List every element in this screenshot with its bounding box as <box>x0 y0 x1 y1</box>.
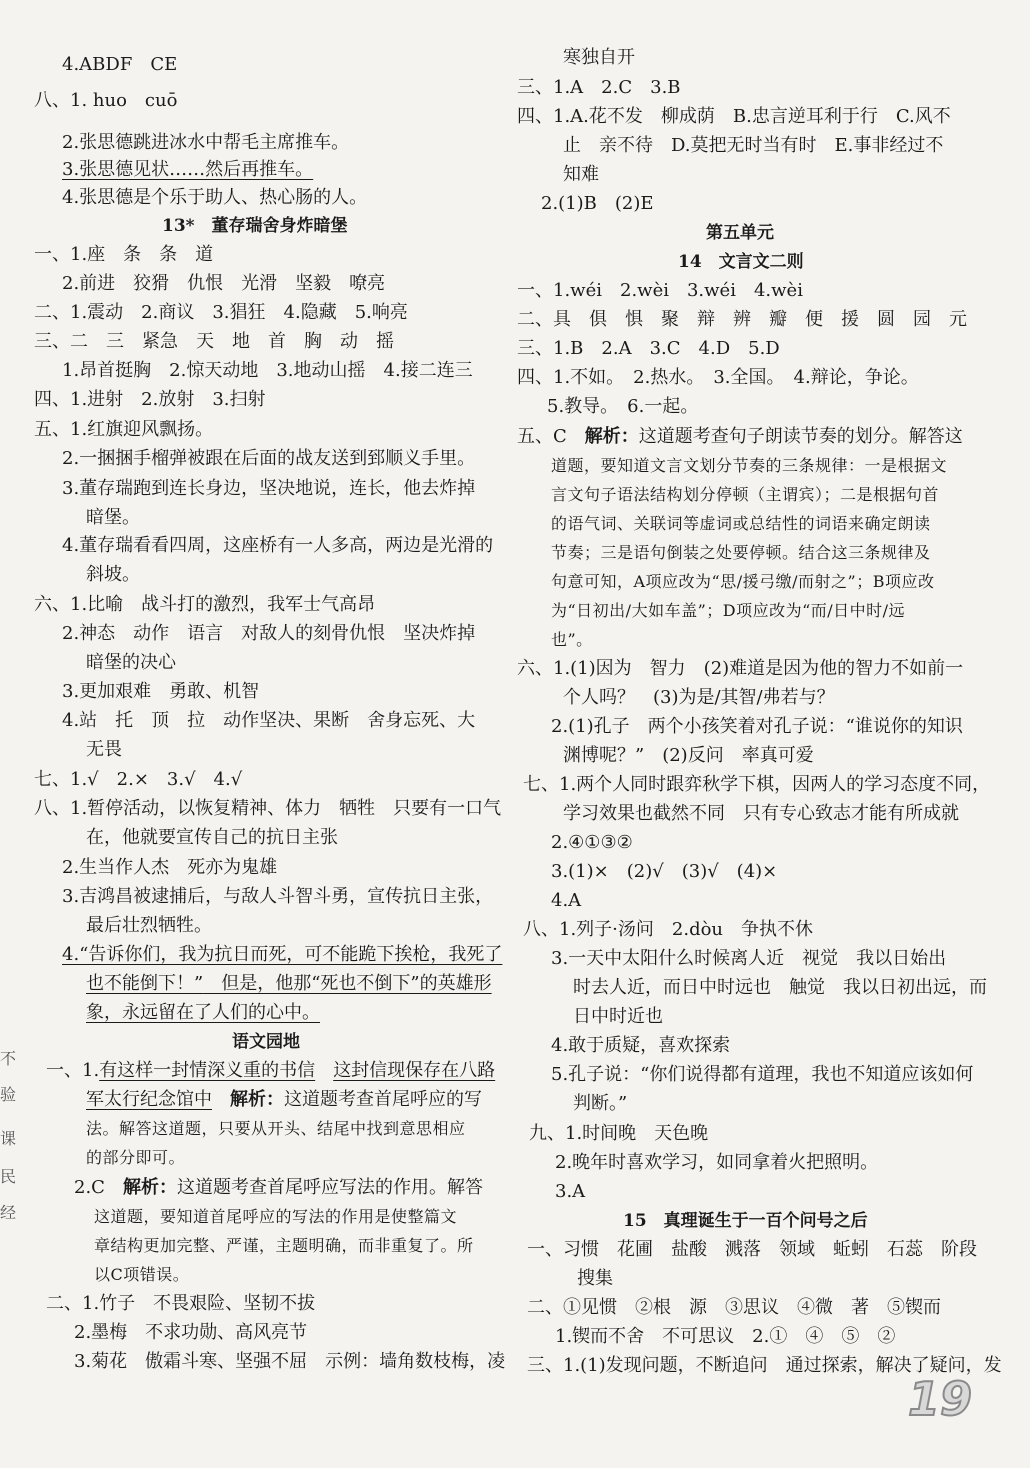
item-number: 2.C <box>74 1177 123 1198</box>
answer-line: 三、1.(1)发现问题，不断追问 通过探索，解决了疑问，发 <box>527 1355 1002 1376</box>
answer-line: 知难 <box>563 164 599 185</box>
analysis-line: 以C项错误。 <box>94 1265 190 1284</box>
answer-line: 3.一天中太阳什么时候离人近 视觉 我以日始出 <box>551 948 947 969</box>
underlined-text: 有这样一封情深义重的书信 <box>99 1060 316 1081</box>
answer-line <box>46 1058 495 1084</box>
edge-fragment: 经 <box>0 1203 17 1222</box>
answer-line: 最后壮烈牺牲。 <box>86 915 212 936</box>
answer-line: 止 亲不待 D.莫把无时当有时 E.事非经过不 <box>563 135 944 156</box>
answer-line: 4.张思德是个乐于助人、热心肠的人。 <box>62 187 368 208</box>
answer-line: 5.教导。 6.一起。 <box>547 396 699 417</box>
answer-line: 判断。” <box>573 1093 628 1114</box>
answer-line: 二、1.震动 2.商议 3.猖狂 4.隐藏 5.响亮 <box>34 302 408 323</box>
underlined-text: 这封信现保存在八路 <box>333 1060 496 1081</box>
answer-line: 4.A <box>551 890 582 911</box>
answer-line <box>86 971 492 997</box>
answer-line: 2.前进 狡猾 仇恨 光滑 坚毅 嘹亮 <box>62 273 386 294</box>
answer-line: 二、①见惯 ②根 源 ③思议 ④微 著 ⑤锲而 <box>527 1297 941 1318</box>
answer-line: 三、1.B 2.A 3.C 4.D 5.D <box>517 338 780 359</box>
answer-line: 2.生当作人杰 死亦为鬼雄 <box>62 857 278 878</box>
analysis-label: 解析： <box>212 1089 284 1110</box>
answer-line: 渊博呢？” (2)反问 率真可爱 <box>563 745 814 766</box>
answer-line: 学习效果也截然不同 只有专心致志才能有所成就 <box>563 803 959 824</box>
answer-line: 象，永远留在了人们的心中。 <box>86 1002 320 1023</box>
analysis-line: 的部分即可。 <box>86 1148 186 1167</box>
answer-line: 四、1.A.花不发 柳成荫 B.忠言逆耳利于行 C.风不 <box>517 106 951 127</box>
analysis-line: 为“日初出/大如车盖”；D项应改为“而/日中时/远 <box>551 601 906 620</box>
answer-line: 2.墨梅 不求功勋、高风亮节 <box>74 1322 308 1343</box>
edge-fragment: 验 <box>0 1085 17 1104</box>
analysis-line: 句意可知，A项应改为“思/援弓缴/而射之”；B项应改 <box>551 572 935 591</box>
answer-line: 2.④①③② <box>551 832 633 853</box>
analysis-label: 解析： <box>122 1177 177 1198</box>
analysis-line: 言文句子语法结构划分停顿（主谓宾）；二是根据句首 <box>551 485 940 504</box>
answer-line: 2.(1)B (2)E <box>541 193 654 214</box>
answer-line: 个人吗？ (3)为是/其智/弗若与？ <box>563 687 835 708</box>
answer-line: 六、1.比喻 战斗打的激烈，我军士气高昂 <box>34 594 376 615</box>
answer-line: 日中时近也 <box>573 1006 663 1027</box>
answer-line: 三、1.A 2.C 3.B <box>517 77 681 98</box>
edge-fragment: 不 <box>0 1049 17 1068</box>
answer-line: 四、1.不如。 2.热水。 3.全国。 4.辩论，争论。 <box>517 367 919 388</box>
answer-line <box>86 1087 482 1113</box>
answer-line: 八、1. huo cuō <box>34 90 178 111</box>
answer-line: 3.(1)× (2)√ (3)√ (4)× <box>551 861 778 882</box>
underlined-text: 也不能倒下！” <box>86 973 204 994</box>
answer-line: 斜坡。 <box>86 564 140 585</box>
underlined-text: 但是，他那“死也不倒下”的英雄形 <box>203 973 492 994</box>
lesson-title: 14 文言文二则 <box>678 252 804 272</box>
answer-line: 一、习惯 花圃 盐酸 溅落 领域 蚯蚓 石蕊 阶段 <box>527 1239 977 1260</box>
analysis-line: 这道题，要知道首尾呼应的写法的作用是使整篇文 <box>94 1207 458 1226</box>
spacer-text <box>315 1060 333 1081</box>
answer-line: 3.张思德见状……然后再推车。 <box>62 159 314 180</box>
answer-line: 4.董存瑞看看四周，这座桥有一人多高，两边是光滑的 <box>62 535 494 556</box>
answer-line: 5.孔子说：“你们说得都有道理，我也不知道应该如何 <box>551 1064 974 1085</box>
answer-line: 3.更加艰难 勇敢、机智 <box>62 681 260 702</box>
edge-fragment: 课 <box>0 1129 17 1148</box>
answer-line: 1.锲而不舍 不可思议 2.① ④ ⑤ ② <box>555 1326 896 1347</box>
answer-line: 暗堡的决心 <box>86 652 176 673</box>
item-number: 五、C <box>517 426 585 447</box>
answer-line: 2.(1)孔子 两个小孩笑着对孔子说：“谁说你的知识 <box>551 716 963 737</box>
unit-title: 第五单元 <box>706 223 774 243</box>
answer-line: 3.A <box>555 1181 586 1202</box>
answer-line: 五、1.红旗迎风飘扬。 <box>34 419 214 440</box>
answer-line: 4.“告诉你们，我为抗日而死，可不能跪下挨枪，我死了 <box>62 944 503 965</box>
answer-line: 4.站 托 顶 拉 动作坚决、果断 舍身忘死、大 <box>62 710 476 731</box>
answer-line: 3.菊花 傲霜斗寒、坚强不屈 示例：墙角数枝梅，凌 <box>74 1351 506 1372</box>
answer-line: 四、1.进射 2.放射 3.扫射 <box>34 389 266 410</box>
analysis-text: 这道题考查句子朗读节奏的划分。解答这 <box>638 426 963 447</box>
answer-line: 2.张思德跳进冰水中帮毛主席推车。 <box>62 132 350 153</box>
answer-line: 在，他就要宣传自己的抗日主张 <box>86 827 338 848</box>
answer-line: 七、1.√ 2.× 3.√ 4.√ <box>34 769 243 790</box>
answer-line: 4.敢于质疑，喜欢探索 <box>551 1035 731 1056</box>
answer-line: 无畏 <box>86 739 122 760</box>
lesson-title: 13* 董存瑞舍身炸暗堡 <box>162 216 348 236</box>
answer-line: 一、1.座 条 条 道 <box>34 244 214 265</box>
answer-line: 寒独自开 <box>563 47 635 68</box>
answer-line: 三、二 三 紧急 天 地 首 胸 动 摇 <box>34 331 394 352</box>
answer-line <box>74 1175 483 1201</box>
answer-line: 六、1.(1)因为 智力 (2)难道是因为他的智力不如前一 <box>517 658 964 679</box>
answer-line: 九、1.时间晚 天色晚 <box>529 1123 709 1144</box>
analysis-text: 这道题考查首尾呼应写法的作用。解答 <box>176 1177 483 1198</box>
answer-line: 八、1.列子·汤问 2.dòu 争执不休 <box>523 919 814 940</box>
answer-line <box>517 424 963 450</box>
page-number: 19 <box>908 1372 973 1426</box>
answer-line: 2.一捆捆手榴弹被跟在后面的战友送到郅顺义手里。 <box>62 448 476 469</box>
analysis-line: 也”。 <box>551 630 593 649</box>
analysis-line: 的语气词、关联词等虚词或总结性的词语来确定朗读 <box>551 514 931 533</box>
analysis-line: 节奏；三是语句倒装之处要停顿。结合这三条规律及 <box>551 543 931 562</box>
answer-line: 2.神态 动作 语言 对敌人的刻骨仇恨 坚决炸掉 <box>62 623 476 644</box>
analysis-line: 章结构更加完整、严谨，主题明确，而非重复了。所 <box>94 1236 474 1255</box>
answer-line: 八、1.暂停活动，以恢复精神、体力 牺牲 只要有一口气 <box>34 798 502 819</box>
answer-line: 2.晚年时喜欢学习，如同拿着火把照明。 <box>555 1152 879 1173</box>
lesson-title: 15 真理诞生于一百个问号之后 <box>623 1211 868 1231</box>
analysis-line: 法。解答这道题，只要从开头、结尾中找到意思相应 <box>86 1119 466 1138</box>
answer-line: 3.董存瑞跑到连长身边，坚决地说，连长，他去炸掉 <box>62 478 476 499</box>
item-number: 一、1. <box>46 1060 100 1081</box>
answer-line: 暗堡。 <box>86 507 140 528</box>
section-title: 语文园地 <box>232 1032 300 1052</box>
analysis-line: 道题，要知道文言文划分节奏的三条规律：一是根据文 <box>551 456 948 475</box>
answer-line: 搜集 <box>577 1268 613 1289</box>
underlined-text: 军太行纪念馆中 <box>86 1089 212 1110</box>
analysis-text: 这道题考查首尾呼应的写 <box>284 1089 482 1110</box>
answer-line: 时去人近，而日中时远也 触觉 我以日初出远，而 <box>573 977 987 998</box>
edge-fragment: 民 <box>0 1167 17 1186</box>
answer-line: 二、1.竹子 不畏艰险、坚韧不拔 <box>46 1293 316 1314</box>
answer-line: 二、具 俱 惧 聚 辩 辨 瓣 便 援 圆 园 元 <box>517 309 967 330</box>
answer-line: 1.昂首挺胸 2.惊天动地 3.地动山摇 4.接二连三 <box>62 360 473 381</box>
analysis-label: 解析： <box>584 426 639 447</box>
answer-line: 4.ABDF CE <box>62 54 178 75</box>
answer-line: 一、1.wéi 2.wèi 3.wéi 4.wèi <box>517 280 803 301</box>
answer-line: 3.吉鸿昌被逮捕后，与敌人斗智斗勇，宣传抗日主张， <box>62 886 494 907</box>
answer-line: 七、1.两个人同时跟弈秋学下棋，因两人的学习态度不同， <box>523 774 991 795</box>
